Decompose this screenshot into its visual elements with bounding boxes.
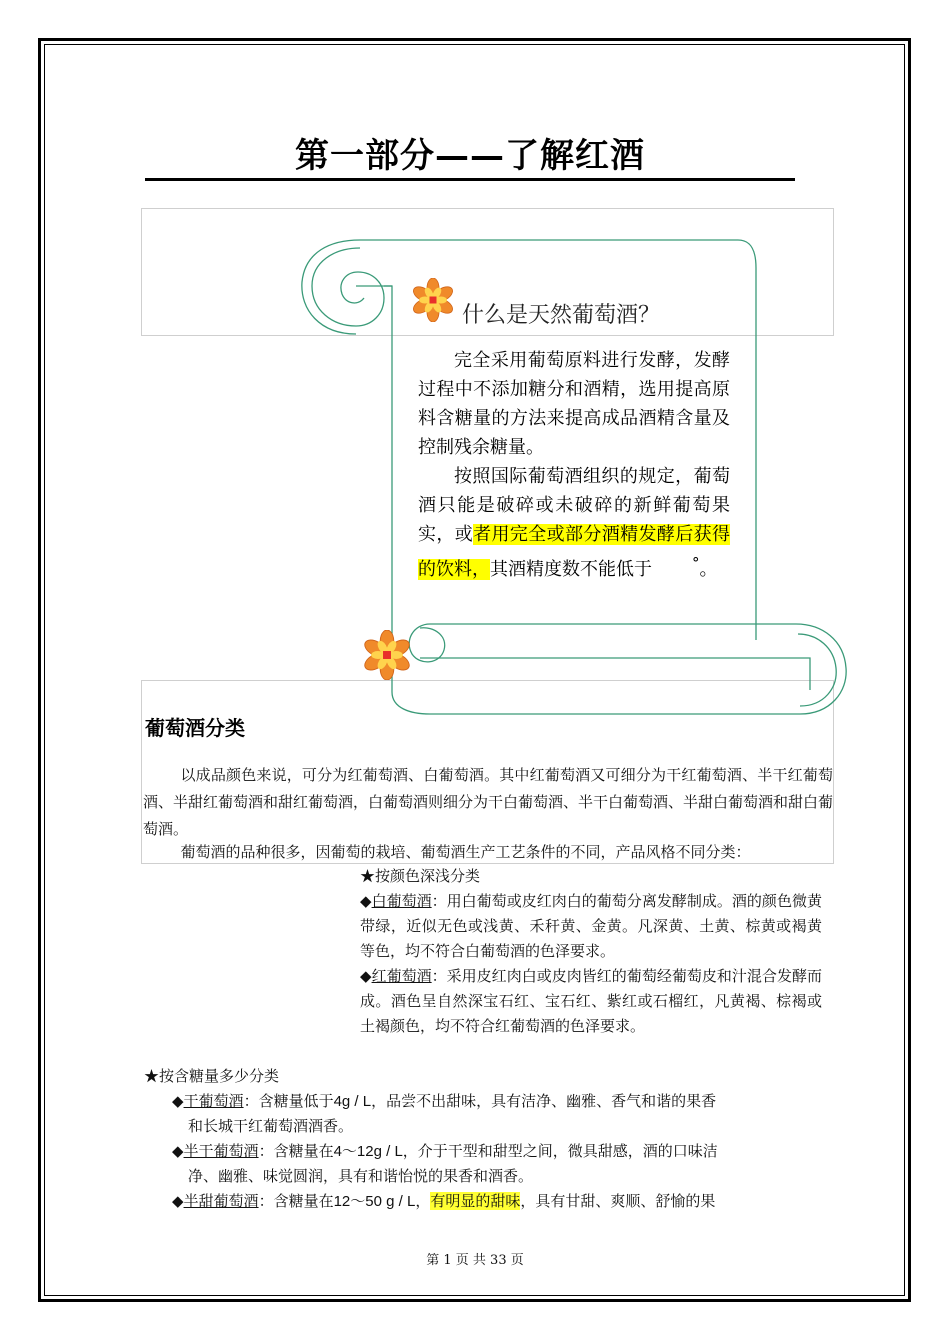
classification-paragraph-2: 葡萄酒的品种很多，因葡萄的栽培、葡萄酒生产工艺条件的不同，产品风格不同分类： xyxy=(180,843,751,861)
semisweet-wine-value: 12～50 g / L xyxy=(333,1193,416,1210)
semidry-wine-value: 4～12g / L xyxy=(333,1143,403,1160)
dry-wine-text-a: ：含糖量低于 xyxy=(243,1092,334,1110)
white-wine-term: 白葡萄酒 xyxy=(371,892,432,910)
dry-wine-item: ◆干葡萄酒：含糖量低于4g / L，品尝不出甜味，具有洁净、幽雅、香气和谐的果香 和长城干红葡萄酒酒香。 xyxy=(172,1089,822,1139)
semidry-wine-item: ◆半干葡萄酒：含糖量在4～12g / L，介于干型和甜型之间，微具甜感，酒的口味洁 净、幽雅、味觉圆润，具有和谐怡悦的果香和酒香。 xyxy=(172,1139,822,1189)
dry-wine-term: 干葡萄酒 xyxy=(183,1092,244,1110)
semisweet-wine-text-a: ：含糖量在 xyxy=(258,1192,334,1210)
section-heading-classification: 葡萄酒分类 xyxy=(145,716,245,740)
semidry-wine-text-c: 净、幽雅、味觉圆润，具有和谐怡悦的果香和酒香。 xyxy=(188,1167,534,1185)
semisweet-wine-term: 半甜葡萄酒 xyxy=(183,1192,259,1210)
classification-paragraph-1: 以成品颜色来说，可分为红葡萄酒、白葡萄酒。其中红葡萄酒又可细分为干红葡萄酒、半干红葡萄酒、半甜红葡萄酒和甜红葡萄酒，白葡萄酒则细分为干白葡萄酒、半干白葡萄酒、半甜白葡萄酒和甜白葡萄酒。 xyxy=(143,766,834,838)
semisweet-highlight: 有明显的甜味 xyxy=(430,1192,521,1210)
flower-icon xyxy=(411,278,455,322)
dry-wine-text-c: 和长城干红葡萄酒酒香。 xyxy=(188,1117,354,1135)
red-wine-item: ◆红葡萄酒：采用皮红肉白或皮肉皆红的葡萄经葡萄皮和汁混合发酵而成。酒色呈自然深宝石红、宝石红、紫红或石榴红，凡黄褐、棕褐或土褐颜色，均不符合红葡萄酒的色泽要求。 xyxy=(360,967,822,1035)
scroll-p2-text-a: 按照国际葡萄酒组织的规定，葡萄酒只能是破碎或未破碎的新鲜葡萄果实，或 xyxy=(418,466,730,545)
title-rule xyxy=(145,178,795,181)
by-color-label: ★按颜色深浅分类 xyxy=(360,867,481,885)
semidry-wine-term: 半干葡萄酒 xyxy=(183,1142,259,1160)
semidry-wine-text-a: ：含糖量在 xyxy=(258,1142,334,1160)
scroll-p2-text-b: 其酒精度数不能低于 xyxy=(490,559,652,580)
semisweet-wine-text-c: ，具有甘甜、爽顺、舒愉的果 xyxy=(520,1192,716,1210)
semisweet-wine-text-b: ， xyxy=(415,1192,431,1210)
red-wine-term: 红葡萄酒 xyxy=(371,967,432,985)
scroll-paragraph-2 xyxy=(418,462,730,584)
scroll-highlight: 者用完全或部分酒精发酵后获得的饮料， xyxy=(418,524,730,580)
white-wine-item: ◆白葡萄酒：用白葡萄或皮红肉白的葡萄分离发酵制成。酒的颜色微黄带绿，近似无色或浅黄、禾秆黄、金黄。凡深黄、土黄、棕黄或褐黄等色，均不符合白葡萄酒的色泽要求。 xyxy=(360,892,822,960)
scroll-paragraph-1: 完全采用葡萄原料进行发酵，发酵过程中不添加糖分和酒精，选用提高原料含糖量的方法来提高成品酒精含量及控制残余糖量。 xyxy=(418,350,730,458)
dry-wine-value: 4g / L xyxy=(333,1093,372,1110)
page-footer: 第 1 页 共 33 页 xyxy=(426,1253,524,1268)
scroll-heading: 什么是天然葡萄酒？ xyxy=(462,303,661,328)
by-sugar-label: ★按含糖量多少分类 xyxy=(144,1067,280,1085)
white-wine-text: ：用白葡萄或皮红肉白的葡萄分离发酵制成。酒的颜色微黄带绿，近似无色或浅黄、禾秆黄、金黄。凡深黄、土黄、棕黄或褐黄等色，均不符合白葡萄酒的色泽要求。 xyxy=(360,892,822,960)
scroll-p2-end: 。 xyxy=(699,559,718,580)
dry-wine-text-b: ，品尝不出甜味，具有洁净、幽雅、香气和谐的果香 xyxy=(371,1092,717,1110)
semidry-wine-text-b: ，介于干型和甜型之间，微具甜感，酒的口味洁 xyxy=(402,1142,718,1160)
semisweet-wine-item: ◆半甜葡萄酒：含糖量在12～50 g / L，有明显的甜味，具有甘甜、爽顺、舒愉的果 xyxy=(172,1192,716,1210)
red-wine-text: ：采用皮红肉白或皮肉皆红的葡萄经葡萄皮和汁混合发酵而成。酒色呈自然深宝石红、宝石红、紫红或石榴红，凡黄褐、棕褐或土褐颜色，均不符合红葡萄酒的色泽要求。 xyxy=(360,967,822,1035)
page-title: 第一部分——了解红酒 xyxy=(295,136,645,176)
flower-icon xyxy=(362,630,412,680)
degree-sign: ° xyxy=(692,554,700,572)
scroll-body xyxy=(418,346,730,584)
